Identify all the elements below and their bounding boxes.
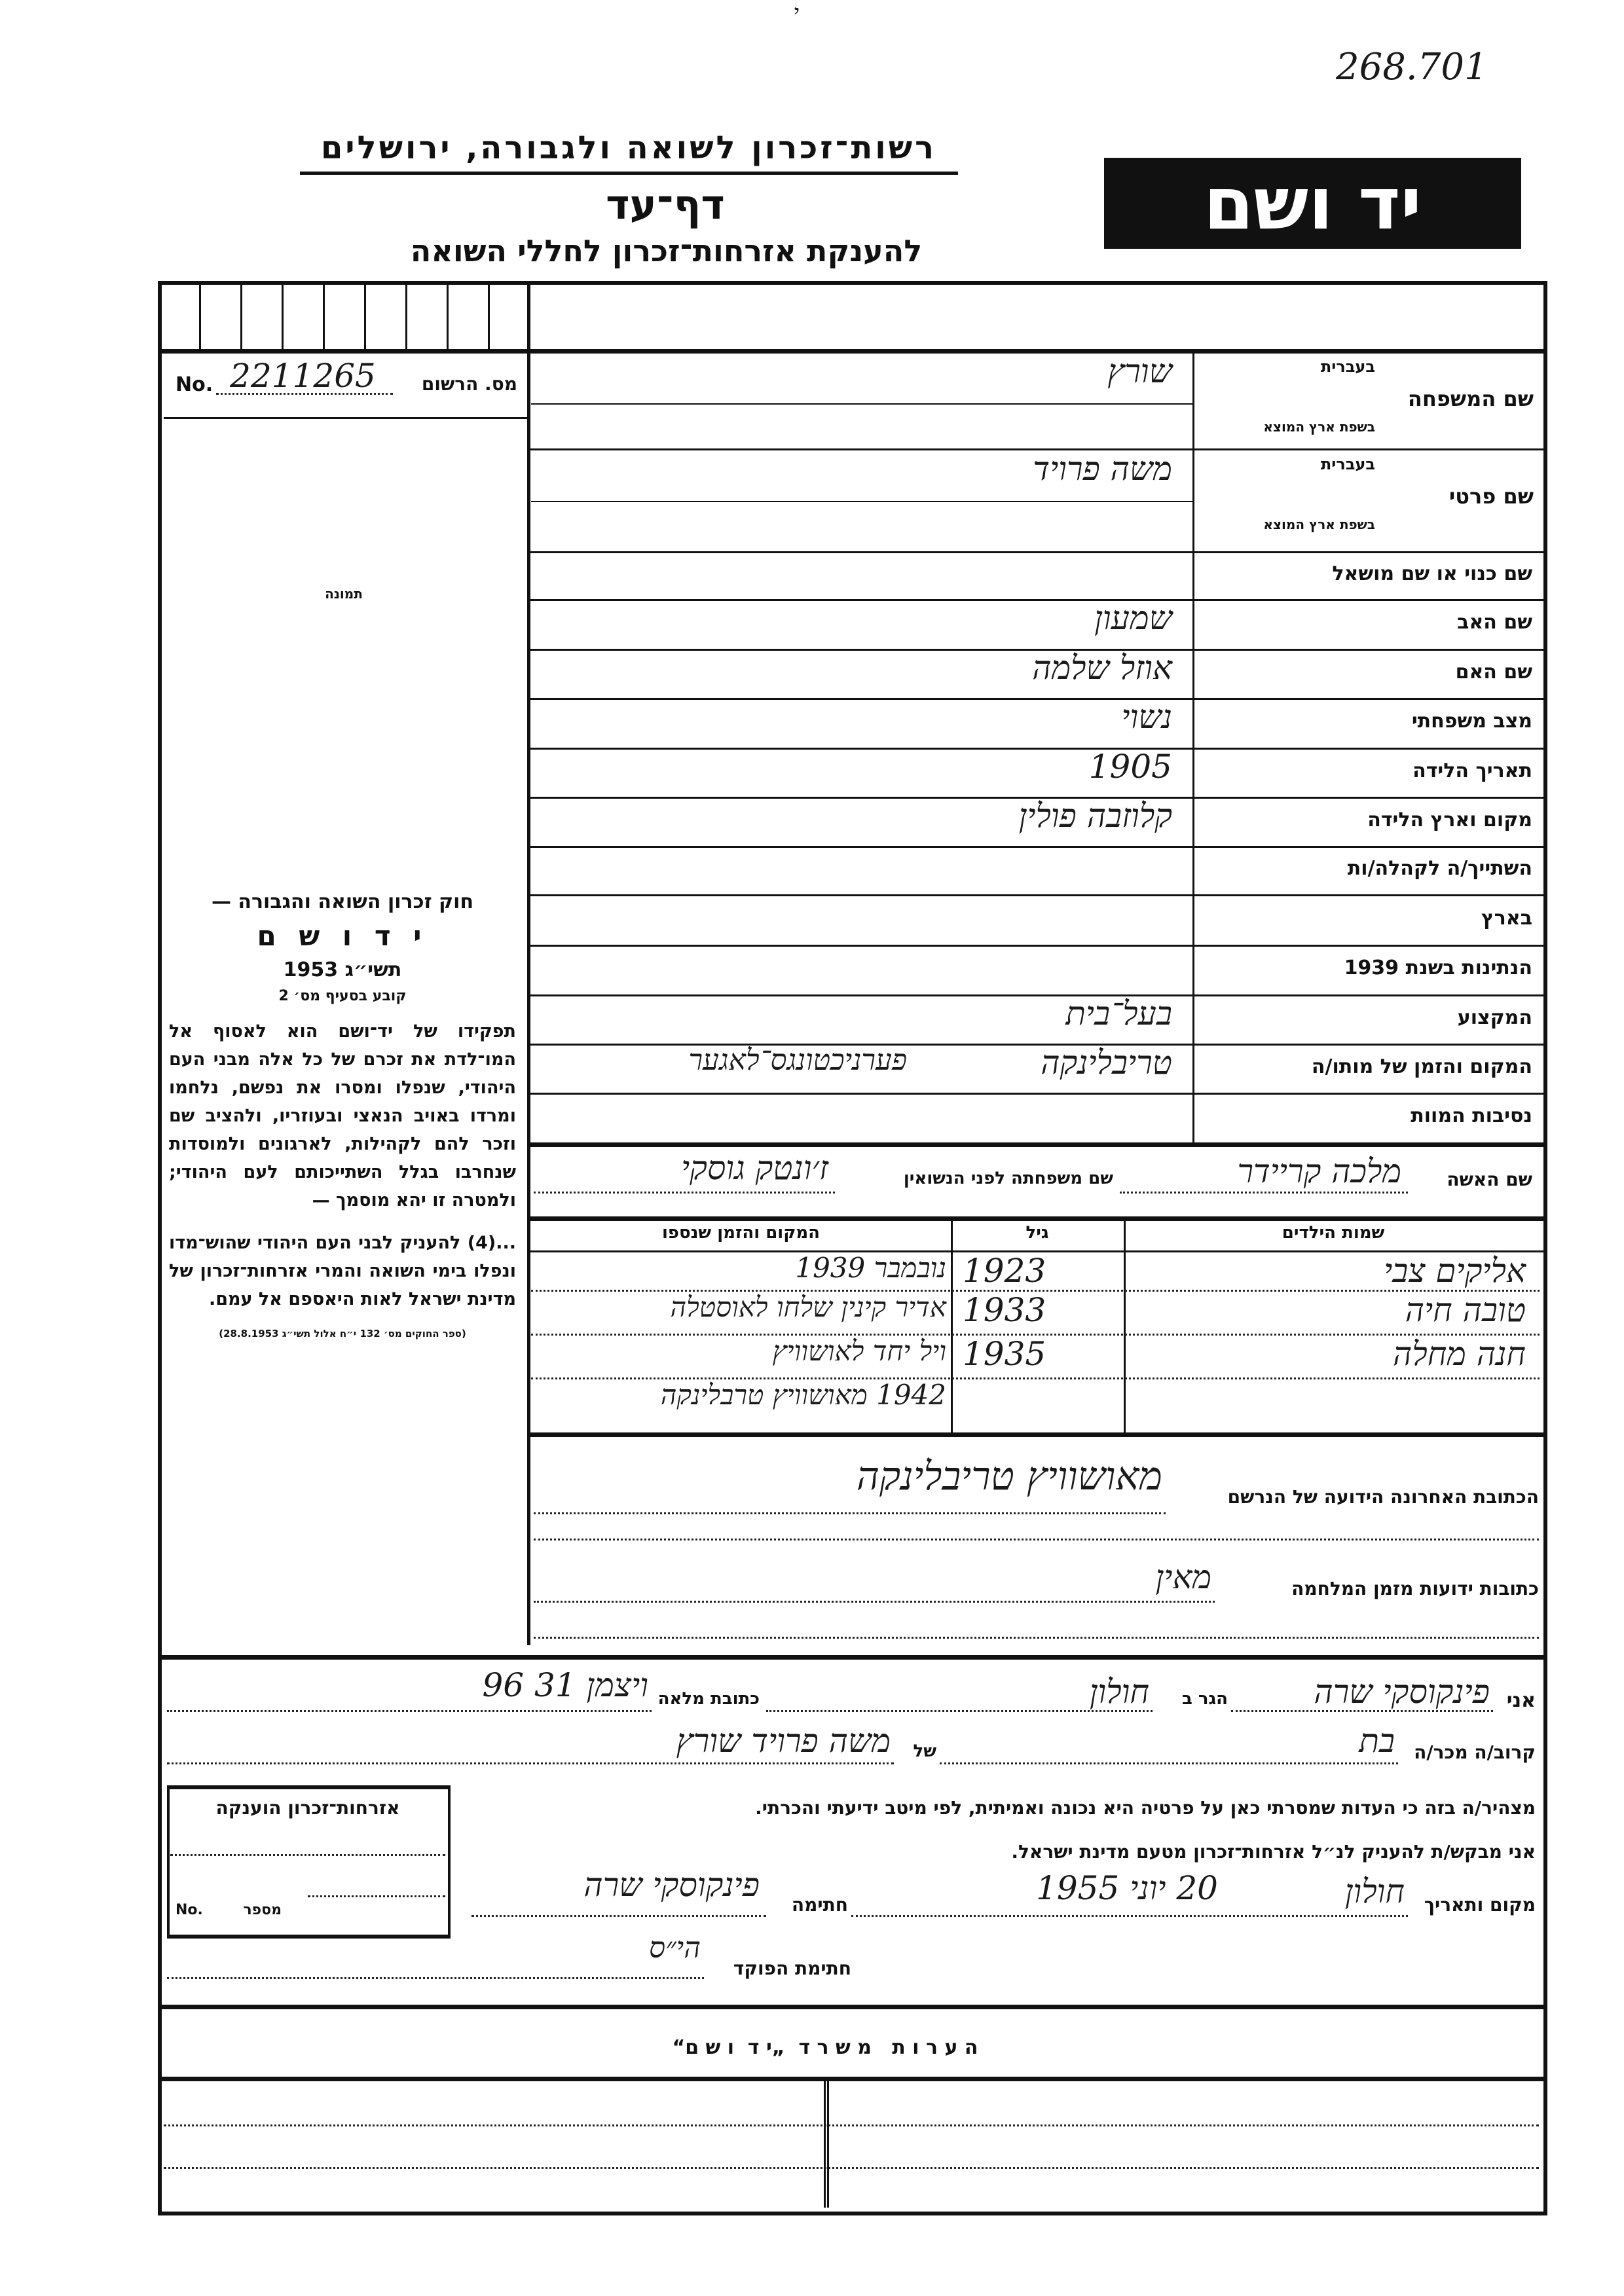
- last-address-label: הכתובת האחרונה הידועה של הנרשם: [1227, 1486, 1539, 1508]
- law-clause: ...(4) להעניק לבני העם היהודי שהוש־מדו ונפלו בימי השואה והמרי אזרחות־זכרון של מדינת ישראל לאות היאספם אל עמם.: [169, 1233, 516, 1309]
- war-addresses-dotted-line: [534, 1601, 1215, 1603]
- lives-in-label: הגר ב: [1181, 1689, 1228, 1709]
- field-value-6[interactable]: 1905: [1088, 747, 1172, 786]
- field-value-7[interactable]: קלוזבה פולין: [1018, 796, 1172, 835]
- wife-label: שם האשה: [1447, 1169, 1532, 1190]
- institution-name: רשות־זכרון לשואה ולגבורה, ירושלים: [320, 130, 937, 166]
- declaration-statement: מצהיר/ה בזה כי העדות שמסרתי כאן על פרטיה היא נכונה ואמיתית, לפי מיטב ידיעתי והכרתי.: [755, 1797, 1536, 1819]
- declaration-request: אני מבקש/ת להעניק לנ״ל אזרחות־זכרון מטעם מדינת ישראל.: [1011, 1841, 1536, 1863]
- child-place-time[interactable]: נובמבר 1939: [795, 1252, 946, 1284]
- i-label: אני: [1506, 1689, 1536, 1712]
- children-header-place: המקום והזמן שנספו: [661, 1223, 821, 1243]
- of-name-dotted-line: [167, 1762, 894, 1764]
- child-age[interactable]: 1935: [963, 1335, 1046, 1373]
- field-row-line: [527, 1093, 1543, 1095]
- full-address-dotted-line: [167, 1710, 652, 1712]
- registration-no-en: No.: [175, 373, 213, 396]
- relation-label: קרוב/ה מכר/ה: [1414, 1741, 1536, 1763]
- place-date-label: מקום ותאריך: [1424, 1894, 1536, 1916]
- field-label-1: שם פרטי: [1449, 484, 1534, 509]
- child-name[interactable]: חנה מחלה: [1393, 1335, 1526, 1373]
- field-label-8: השתייך/ה לקהלה/ות: [1347, 857, 1532, 880]
- wife-name[interactable]: מלכה קריידר: [1237, 1152, 1401, 1190]
- law-citation: (ספר החוקים מס׳ 132 י״ח אלול תשי״ג 28.8.1953): [219, 1328, 466, 1339]
- witness-signature[interactable]: פינקוסקי שרה: [583, 1866, 760, 1904]
- field-value-1[interactable]: משה פרויד: [1033, 450, 1172, 488]
- of-label: של: [913, 1741, 936, 1761]
- place-date-dotted-line: [851, 1915, 1408, 1917]
- relation[interactable]: בת: [1359, 1722, 1395, 1760]
- law-body: תפקידו של יד־ושם הוא לאסוף אל המו־לדת את זכרם של כל אלה מבני העם היהודי, שנפלו ומסרו את נפשם, נלחמו ומרדו באויב הנאצי ובעוזריו, ולהציב שם וזכר להם לקהילות, לארגונים ולמוסדות שנחרבו בגלל השתייכותם לעם היהודי; ולמטרה זו יהא מוסמך —: [169, 1021, 516, 1211]
- code-cell-divider: [447, 285, 449, 349]
- child-age[interactable]: 1923: [963, 1252, 1046, 1290]
- hebrew-label: בעברית: [1320, 455, 1375, 473]
- field-sub-line: [531, 403, 1192, 405]
- citizenship-number-label: מספר: [243, 1902, 282, 1918]
- field-value-12[interactable]: טריבלינקה: [1041, 1043, 1172, 1082]
- registration-label: מס. הרשום: [421, 373, 517, 395]
- field-label-0: שם המשפחה: [1407, 386, 1534, 411]
- signature-label: חתימה: [791, 1894, 848, 1916]
- field-label-13: נסיבות המוות: [1411, 1104, 1532, 1127]
- officer-signature-label: חתימת הפוקד: [733, 1958, 851, 1979]
- last-address-value[interactable]: מאושוויץ טריבלינקה: [856, 1453, 1162, 1499]
- code-cell-divider: [488, 285, 490, 349]
- code-cell-divider: [240, 285, 242, 349]
- code-cell-divider: [323, 285, 325, 349]
- officer-dotted-line: [167, 1977, 704, 1979]
- page-subtitle: להענקת אזרחות־זכרון לחללי השואה: [410, 233, 923, 268]
- citizenship-box-line: [170, 1854, 445, 1856]
- children-col-divider: [951, 1216, 953, 1434]
- war-addresses-label: כתובות ידועות מזמן המלחמה: [1291, 1578, 1539, 1599]
- label-column-divider: [1192, 351, 1194, 1142]
- law-name: י ד ו ש ם: [257, 920, 428, 952]
- field-label-12: המקום והזמן של מותו/ה: [1311, 1055, 1532, 1078]
- field-label-7: מקום וארץ הלידה: [1367, 808, 1532, 831]
- field-value-5[interactable]: נשוי: [1121, 698, 1172, 736]
- hebrew-label: בעברית: [1320, 357, 1375, 376]
- law-section: קובע בסעיף מס׳ 2: [278, 988, 407, 1004]
- registration-line: [164, 417, 527, 419]
- archive-number: 268.701: [1336, 46, 1488, 88]
- left-column-divider: [527, 281, 530, 1645]
- field-label-4: שם האם: [1455, 660, 1532, 683]
- yad-vashem-logo: [1104, 158, 1521, 249]
- full-address[interactable]: ויצמן 31 96: [482, 1666, 648, 1704]
- citizenship-number-label-en: No.: [175, 1902, 203, 1918]
- child-age[interactable]: 1933: [963, 1291, 1046, 1329]
- last-address-dotted-line: [534, 1512, 1166, 1514]
- field-value-12-extra[interactable]: פערניכטונגס־לאגער: [688, 1043, 907, 1077]
- field-row-line: [527, 846, 1543, 848]
- field-label-6: תאריך הלידה: [1412, 759, 1532, 782]
- witness-name[interactable]: פינקוסקי שרה: [1314, 1673, 1490, 1711]
- maiden-dotted-line: [534, 1192, 835, 1194]
- notes-line[interactable]: [164, 2167, 1539, 2169]
- notes-center-divider: [824, 2077, 829, 2208]
- children-bottom-line: [527, 1432, 1543, 1437]
- wife-top-line: [527, 1142, 1543, 1147]
- address-label: כתובת מלאה: [657, 1689, 760, 1709]
- children-header-names: שמות הילדים: [1282, 1223, 1385, 1243]
- wife-maiden-name[interactable]: ז׳ונטק גוסקי: [681, 1149, 828, 1187]
- origin-language-label: בשפת ארץ המוצא: [1263, 419, 1375, 435]
- address-dotted-line: [534, 1539, 1539, 1540]
- code-cell-divider: [364, 285, 366, 349]
- field-label-9: בארץ: [1481, 906, 1532, 930]
- date[interactable]: 20 יוני 1955: [1036, 1869, 1218, 1907]
- logo-text: יד ושם: [1203, 161, 1422, 246]
- notes-divider: [158, 2077, 1543, 2081]
- law-block: [169, 890, 516, 1346]
- child-name[interactable]: אליקים צבי: [1384, 1252, 1526, 1290]
- top-mark: י: [793, 0, 799, 26]
- photo-label: תמונה: [325, 586, 363, 602]
- field-label-5: מצב משפחתי: [1411, 710, 1532, 733]
- field-sub-line: [531, 501, 1192, 502]
- officer-signature: הי״ס: [648, 1931, 701, 1965]
- field-row-line: [527, 894, 1543, 896]
- field-row-line: [527, 551, 1543, 553]
- citizenship-box-title: אזרחות־זכרון הוענקה: [215, 1797, 400, 1819]
- code-cell-divider: [405, 285, 407, 349]
- origin-language-label: בשפת ארץ המוצא: [1263, 517, 1375, 532]
- maiden-name-label: שם משפחתה לפני הנשואין: [903, 1169, 1113, 1188]
- city[interactable]: חולון: [1089, 1673, 1149, 1711]
- field-value-3[interactable]: שמעון: [1094, 599, 1172, 637]
- law-year: תשי״ג 1953: [283, 958, 402, 981]
- child-place-time[interactable]: 1942 מאושוויץ טרבלינקה: [660, 1379, 946, 1411]
- field-value-0[interactable]: שורץ: [1107, 352, 1172, 390]
- declaration-top-line: [158, 1655, 1543, 1660]
- code-cell-divider: [199, 285, 201, 349]
- field-label-2: שם כנוי או שם מושאל: [1332, 562, 1532, 585]
- code-cell-divider: [282, 285, 284, 349]
- child-place-time[interactable]: ויל יחד לאושוויץ: [772, 1335, 946, 1367]
- child-name[interactable]: טובה חיה: [1405, 1291, 1526, 1329]
- address-dotted-line: [534, 1637, 1539, 1639]
- child-place-time[interactable]: אדיר קינין שלחו לאוסטלה: [670, 1291, 946, 1323]
- citizenship-number-line: [308, 1895, 445, 1897]
- signature-dotted-line: [471, 1915, 766, 1917]
- office-notes-title: ה ע ר ו ת מ ש ר ד „י ד ו ש ם“: [672, 2036, 978, 2059]
- header-underline: [300, 172, 958, 175]
- children-col-divider: [1124, 1216, 1126, 1434]
- field-row-line: [527, 945, 1543, 947]
- children-top-line: [527, 1216, 1543, 1221]
- registration-number[interactable]: 2211265: [230, 357, 376, 395]
- field-label-11: המקצוע: [1457, 1006, 1532, 1029]
- page-title: דף־עד: [606, 181, 725, 228]
- field-value-11[interactable]: בעל־בית: [1065, 994, 1172, 1032]
- field-label-3: שם האב: [1457, 611, 1532, 634]
- law-title: חוק זכרון השואה והגבורה —: [211, 890, 474, 913]
- war-addresses-value[interactable]: מאין: [1155, 1558, 1211, 1596]
- wife-dotted-line: [1120, 1192, 1408, 1194]
- field-value-4[interactable]: אוזל שלמה: [1032, 648, 1172, 687]
- children-header-age: גיל: [1025, 1223, 1049, 1243]
- place[interactable]: חולון: [1344, 1872, 1405, 1910]
- notes-line[interactable]: [164, 2124, 1539, 2126]
- of-name[interactable]: משה פרויד שורץ: [676, 1722, 891, 1760]
- field-label-10: הנתינות בשנת 1939: [1344, 957, 1532, 979]
- notes-top-line: [158, 2005, 1543, 2009]
- relation-dotted-line: [940, 1762, 1398, 1764]
